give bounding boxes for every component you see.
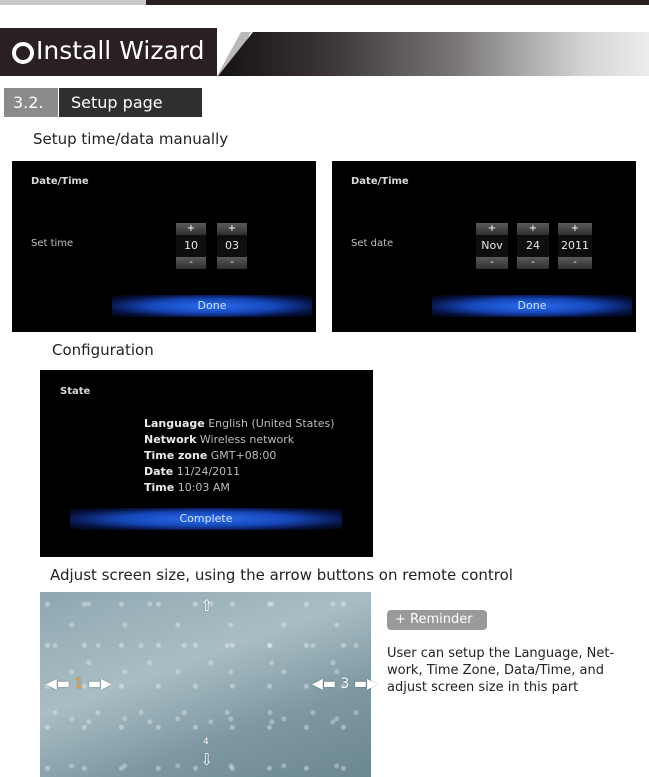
minus-icon[interactable]: - [517, 257, 549, 269]
minute-spinner[interactable] [217, 223, 247, 269]
state-row-timezone: Time zone GMT+08:00 [144, 449, 277, 462]
down-arrow-icon[interactable]: ⇩ [200, 750, 214, 769]
plus-icon[interactable]: + [217, 223, 247, 235]
minute-value: 03 [217, 235, 247, 257]
time-screen-label: Set time [31, 238, 74, 249]
top-rule-right [146, 0, 649, 5]
hour-spinner[interactable] [176, 223, 206, 269]
reminder-text: User can setup the Language, Net-work, Time Zone, Data/Time, and adjust screen size in this part [387, 646, 615, 695]
state-row-date: Date 11/24/2011 [144, 465, 241, 478]
month-spinner[interactable] [476, 223, 508, 269]
left-adjust[interactable]: ◀▬ 1 ▬▶ [46, 676, 112, 692]
caption-adjust: Adjust screen size, using the arrow buttons on remote control [50, 566, 513, 584]
plus-icon[interactable]: + [558, 223, 592, 235]
state-row-network: Network Wireless network [144, 433, 295, 446]
done-button[interactable]: Done [112, 295, 312, 317]
state-summary [144, 416, 335, 496]
top-rule-left [0, 0, 146, 5]
time-screen-title: Date/Time [31, 176, 89, 187]
month-value: Nov [476, 235, 508, 257]
time-screen [12, 161, 316, 332]
plus-icon[interactable]: + [517, 223, 549, 235]
day-value: 24 [517, 235, 549, 257]
bottom-adjust-value: 4 [203, 737, 209, 747]
minus-icon[interactable]: - [176, 257, 206, 269]
up-arrow-icon[interactable]: ⇧ [200, 596, 214, 615]
plus-icon[interactable]: + [176, 223, 206, 235]
complete-button[interactable]: Complete [70, 508, 342, 530]
date-screen-label: Set date [351, 238, 394, 249]
minus-icon[interactable]: - [558, 257, 592, 269]
reminder-badge: + Reminder [387, 610, 487, 630]
screen-size-preview [40, 592, 378, 777]
right-adjust[interactable]: ◀▬ 3 ▬▶ [312, 676, 378, 692]
state-row-time: Time 10:03 AM [144, 481, 230, 494]
caption-manual: Setup time/data manually [33, 130, 229, 148]
hour-value: 10 [176, 235, 206, 257]
minus-icon[interactable]: - [217, 257, 247, 269]
year-spinner[interactable] [558, 223, 592, 269]
plus-icon[interactable]: + [476, 223, 508, 235]
year-value: 2011 [558, 235, 592, 257]
section-title: Setup page [59, 88, 202, 117]
date-screen-title: Date/Time [351, 176, 409, 187]
caption-configuration: Configuration [52, 341, 154, 359]
circle-icon [12, 42, 34, 64]
page-title: Install Wizard [36, 36, 205, 65]
done-button[interactable]: Done [432, 295, 632, 317]
state-screen-title: State [60, 386, 91, 397]
minus-icon[interactable]: - [476, 257, 508, 269]
date-screen [332, 161, 636, 332]
state-screen [40, 370, 373, 557]
day-spinner[interactable] [517, 223, 549, 269]
state-row-language: Language English (United States) [144, 417, 335, 430]
header-gradient-bar [218, 32, 649, 76]
section-number: 3.2. [4, 88, 58, 117]
